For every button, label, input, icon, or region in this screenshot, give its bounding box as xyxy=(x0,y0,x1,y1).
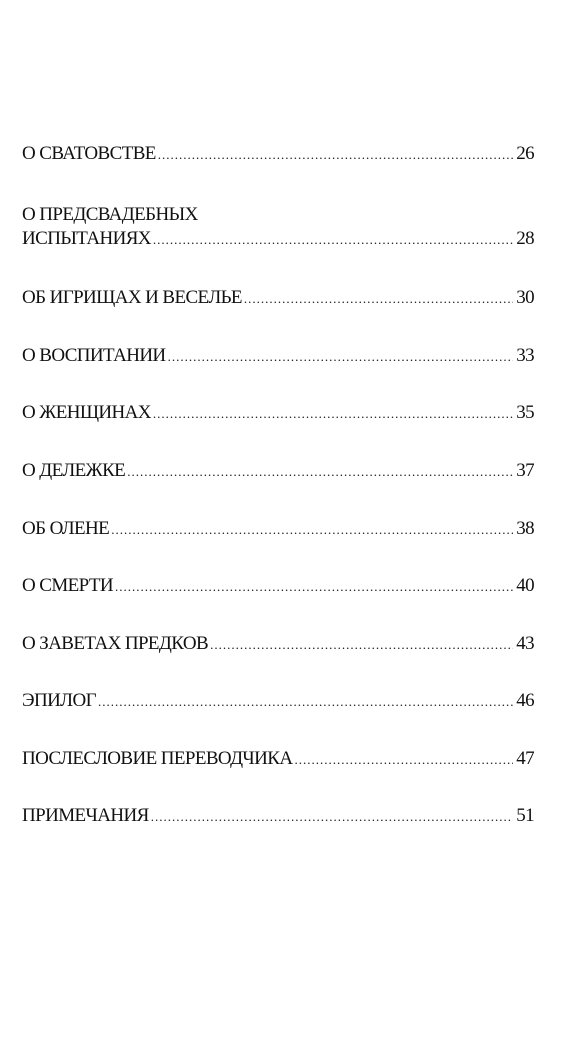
toc-dot-leader xyxy=(168,345,514,369)
toc-entry[interactable] xyxy=(22,286,534,311)
toc-dot-leader xyxy=(210,633,513,657)
toc-entry-title: ИСПЫТАНИЯХ xyxy=(22,228,151,249)
toc-entry-title: ПРИМЕЧАНИЯ xyxy=(22,805,149,826)
toc-entry-page: 30 xyxy=(516,287,534,308)
toc-entry-title: О ЗАВЕТАХ ПРЕДКОВ xyxy=(22,633,209,654)
toc-entry[interactable] xyxy=(22,459,534,484)
toc-entry-page: 35 xyxy=(516,402,534,423)
toc-entry-page: 28 xyxy=(516,228,534,249)
toc-entry[interactable] xyxy=(22,517,534,542)
toc-entry[interactable] xyxy=(22,689,534,714)
toc-entry-page: 33 xyxy=(516,345,534,366)
toc-entry[interactable] xyxy=(22,203,534,252)
toc-entry-page: 26 xyxy=(516,143,534,164)
toc-entry-title: О СМЕРТИ xyxy=(22,575,113,596)
toc-entry-page: 37 xyxy=(516,460,534,481)
toc-dot-leader xyxy=(244,287,513,311)
toc-entry-page: 47 xyxy=(516,748,534,769)
toc-entry[interactable] xyxy=(22,574,534,599)
toc-entry[interactable] xyxy=(22,401,534,426)
toc-dot-leader xyxy=(127,460,513,484)
toc-dot-leader xyxy=(115,575,513,599)
toc-entry[interactable] xyxy=(22,344,534,369)
toc-dot-leader xyxy=(158,143,513,167)
toc-dot-leader xyxy=(153,228,513,252)
toc-dot-leader xyxy=(98,690,513,714)
toc-entry-title: ЭПИЛОГ xyxy=(22,690,96,711)
toc-entry-page: 40 xyxy=(516,575,534,596)
toc-entry-title: ОБ ИГРИЩАХ И ВЕСЕЛЬЕ xyxy=(22,287,242,308)
toc-entry-title: ОБ ОЛЕНЕ xyxy=(22,518,110,539)
toc-entry-title: О СВАТОВСТВЕ xyxy=(22,143,156,164)
toc-entry[interactable] xyxy=(22,747,534,772)
toc-entry-page: 46 xyxy=(516,690,534,711)
toc-dot-leader xyxy=(151,805,513,829)
toc-entry-title: О ЖЕНЩИНАХ xyxy=(22,402,151,423)
toc-entry-page: 38 xyxy=(516,518,534,539)
toc-entry-title: О ВОСПИТАНИИ xyxy=(22,345,166,366)
toc-entry[interactable] xyxy=(22,804,534,829)
toc-entry-page: 43 xyxy=(516,633,534,654)
toc-entry-page: 51 xyxy=(516,805,534,826)
toc-entry[interactable] xyxy=(22,142,534,167)
toc-entry-title: О ДЕЛЕЖКЕ xyxy=(22,460,126,481)
toc-dot-leader xyxy=(153,402,513,426)
toc-dot-leader xyxy=(295,748,514,772)
toc-entry[interactable] xyxy=(22,632,534,657)
toc-dot-leader xyxy=(111,518,513,542)
toc-entry-title-line1: О ПРЕДСВАДЕБНЫХ xyxy=(22,204,198,225)
toc-entry-title: ПОСЛЕСЛОВИЕ ПЕРЕВОДЧИКА xyxy=(22,748,293,769)
